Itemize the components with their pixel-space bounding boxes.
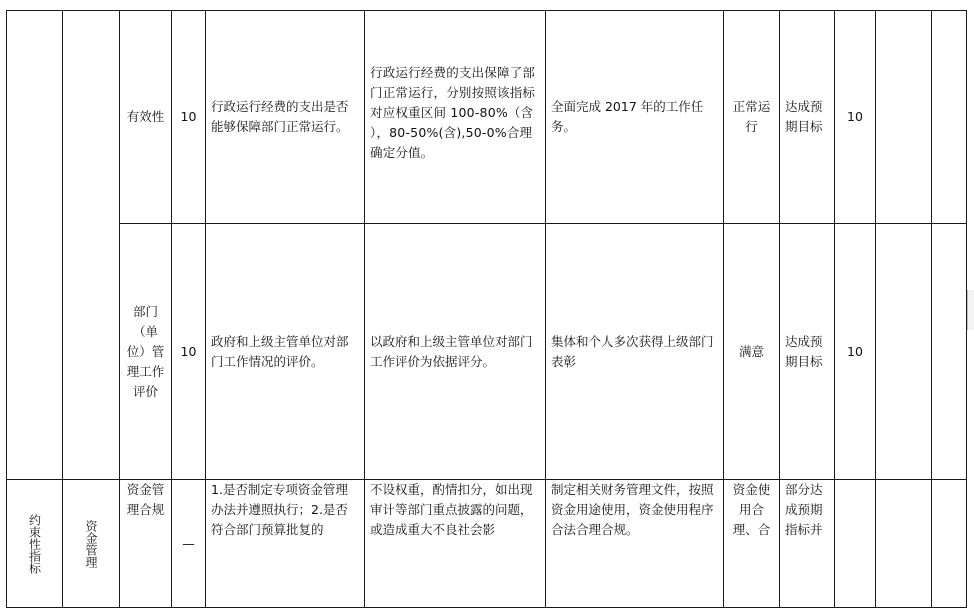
score-cell: 10 [835,11,876,224]
empty-cell [876,480,932,608]
empty-cell [876,224,932,480]
subcategory-cell: 资金管理 [63,480,120,608]
target-cell: 集体和个人多次获得上级部门表彰 [546,224,724,480]
conclusion-cell: 达成预期目标 [780,11,835,224]
weight-cell: 10 [172,11,206,224]
target-cell: 制定相关财务管理文件，按照资金用途使用，资金使用程序合法合理合规。 [546,480,724,608]
table-row [7,224,967,480]
actual-cell: 满意 [724,224,780,480]
conclusion-cell: 部分达成预期指标并 [780,480,835,608]
indicator-cell: 有效性 [120,11,172,224]
subcategory-cell-continued [63,11,120,480]
actual-cell: 正常运行 [724,11,780,224]
table-row [7,11,967,224]
criteria-cell: 不设权重，酌情扣分，如出现审计等部门重点披露的问题，或造成重大不良社会影 [365,480,546,608]
indicator-cell: 资金管理合规 [120,480,172,608]
scrollbar-handle[interactable] [967,290,974,330]
content-cell: 1.是否制定专项资金管理办法并遵照执行；2.是否符合部门预算批复的 [206,480,365,608]
empty-cell [932,480,967,608]
criteria-cell: 以政府和上级主管单位对部门工作评价为依据评分。 [365,224,546,480]
content-cell: 政府和上级主管单位对部门工作情况的评价。 [206,224,365,480]
empty-cell [932,224,967,480]
content-cell: 行政运行经费的支出是否能够保障部门正常运行。 [206,11,365,224]
actual-cell: 资金使用合理、合 [724,480,780,608]
score-cell: 10 [835,224,876,480]
empty-cell [876,11,932,224]
category-cell-continued [7,11,63,480]
category-cell: 约束性指标 [7,480,63,608]
score-cell [835,480,876,608]
conclusion-cell: 达成预期目标 [780,224,835,480]
indicator-cell: 部门（单位）管理工作评价 [120,224,172,480]
weight-cell: — [172,480,206,608]
performance-evaluation-table [6,10,967,608]
weight-cell: 10 [172,224,206,480]
criteria-cell: 行政运行经费的支出保障了部门正常运行，分别按照该指标对应权重区间 100-80%（含 ），80-50%(含),50-0%合理确定分值。 [365,11,546,224]
table-row [7,480,967,608]
empty-cell [932,11,967,224]
target-cell: 全面完成 2017 年的工作任务。 [546,11,724,224]
